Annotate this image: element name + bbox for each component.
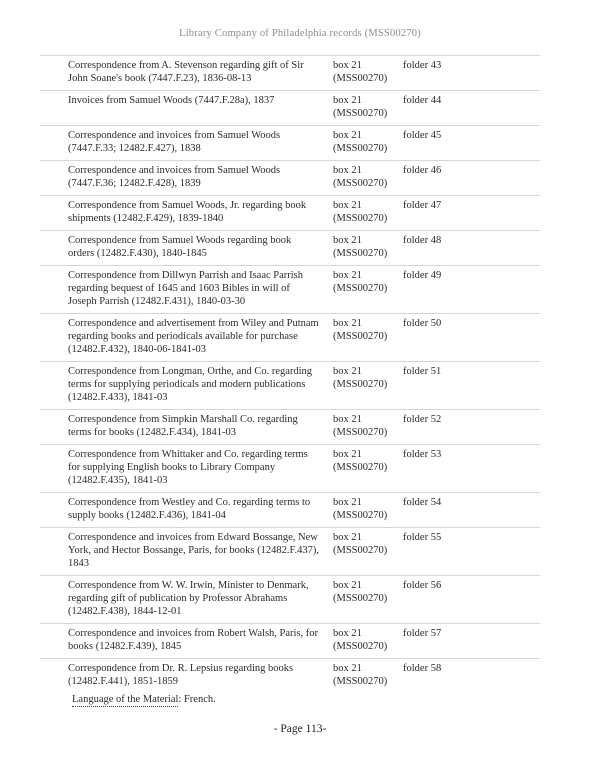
language-note-label: Language of the Material (72, 694, 179, 705)
record-description-cell (40, 314, 333, 362)
record-box-collection: (MSS00270) (333, 462, 388, 473)
record-box-cell (333, 576, 403, 624)
record-box-collection: (MSS00270) (333, 427, 388, 438)
record-box-cell (333, 410, 403, 445)
record-folder: folder 48 (403, 235, 442, 246)
record-box: box 21 (333, 165, 362, 176)
records-table (40, 55, 540, 711)
record-description-cell (40, 576, 333, 624)
record-description-cell (40, 196, 333, 231)
record-box-cell (333, 493, 403, 528)
record-description: Correspondence and invoices from Samuel Woods (7447.F.33; 12482.F.427), 1838 (68, 130, 281, 154)
record-box-cell (333, 266, 403, 314)
record-box: box 21 (333, 414, 362, 425)
record-description-cell (40, 161, 333, 196)
record-description: Correspondence from Dr. R. Lepsius regarding books (12482.F.441), 1851-1859 (68, 663, 294, 687)
record-description: Correspondence from A. Stevenson regarding gift of Sir John Soane's book (7447.F.23), 1836-08-13 (68, 60, 304, 84)
record-box: box 21 (333, 60, 362, 71)
record-description: Correspondence from Samuel Woods, Jr. regarding book shipments (12482.F.429), 1839-1840 (68, 200, 307, 224)
record-box: box 21 (333, 366, 362, 377)
record-description: Correspondence and advertisement from Wiley and Putnam regarding books and periodicals available for purchase (12482.F.432), 1840-06-1841-03 (68, 318, 319, 355)
record-box-cell (333, 196, 403, 231)
record-description-cell (40, 410, 333, 445)
record-folder: folder 47 (403, 200, 442, 211)
record-description: Correspondence from Longman, Orthe, and Co. regarding terms for supplying periodicals and modern publications (12482.F.433), 1841-03 (68, 366, 313, 403)
record-folder: folder 49 (403, 270, 442, 281)
record-description: Correspondence and invoices from Samuel Woods (7447.F.36; 12482.F.428), 1839 (68, 165, 281, 189)
record-box-collection: (MSS00270) (333, 283, 388, 294)
record-box: box 21 (333, 449, 362, 460)
table-row (40, 659, 540, 712)
page-header-title: Library Company of Philadelphia records (MSS00270) (179, 28, 421, 39)
record-folder: folder 56 (403, 580, 442, 591)
record-box-collection: (MSS00270) (333, 73, 388, 84)
table-row (40, 445, 540, 493)
record-box-cell (333, 445, 403, 493)
record-box-collection: (MSS00270) (333, 178, 388, 189)
record-folder: folder 55 (403, 532, 442, 543)
record-box-cell (333, 362, 403, 410)
record-language-note (72, 693, 319, 706)
table-row (40, 314, 540, 362)
record-description-cell (40, 266, 333, 314)
record-box-cell (333, 56, 403, 91)
record-folder: folder 54 (403, 497, 442, 508)
record-description-cell (40, 56, 333, 91)
record-box-collection: (MSS00270) (333, 676, 388, 687)
record-box-cell (333, 314, 403, 362)
table-row (40, 362, 540, 410)
record-folder: folder 57 (403, 628, 442, 639)
record-box: box 21 (333, 532, 362, 543)
record-box: box 21 (333, 200, 362, 211)
record-folder: folder 53 (403, 449, 442, 460)
table-row (40, 410, 540, 445)
record-box-cell (333, 161, 403, 196)
record-folder: folder 58 (403, 663, 442, 674)
record-box: box 21 (333, 497, 362, 508)
record-folder: folder 46 (403, 165, 442, 176)
record-box-collection: (MSS00270) (333, 331, 388, 342)
table-row (40, 624, 540, 659)
table-row (40, 56, 540, 91)
record-description-cell (40, 659, 333, 712)
table-row (40, 231, 540, 266)
record-box-cell (333, 231, 403, 266)
record-description: Correspondence and invoices from Robert Walsh, Paris, for books (12482.F.439), 1845 (68, 628, 319, 652)
record-description: Correspondence from Simpkin Marshall Co. regarding terms for books (12482.F.434), 1841-03 (68, 414, 298, 438)
record-description: Correspondence from Dillwyn Parrish and Isaac Parrish regarding bequest of 1645 and 1603 Bibles in will of Joseph Parrish (12482.F.431), 1840-03-30 (68, 270, 304, 307)
record-box-collection: (MSS00270) (333, 545, 388, 556)
record-description: Correspondence from Samuel Woods regarding book orders (12482.F.430), 1840-1845 (68, 235, 292, 259)
table-row (40, 161, 540, 196)
record-box: box 21 (333, 270, 362, 281)
record-box-collection: (MSS00270) (333, 379, 388, 390)
record-description-cell (40, 624, 333, 659)
record-folder: folder 43 (403, 60, 442, 71)
record-box: box 21 (333, 318, 362, 329)
record-box: box 21 (333, 130, 362, 141)
record-box-cell (333, 126, 403, 161)
record-description: Correspondence from Westley and Co. regarding terms to supply books (12482.F.436), 1841-04 (68, 497, 311, 521)
record-description-cell (40, 126, 333, 161)
record-box-cell (333, 91, 403, 126)
record-folder: folder 50 (403, 318, 442, 329)
record-description-cell (40, 362, 333, 410)
record-box: box 21 (333, 235, 362, 246)
record-description-cell (40, 91, 333, 126)
record-description-cell (40, 231, 333, 266)
table-row (40, 91, 540, 126)
record-description: Correspondence and invoices from Edward Bossange, New York, and Hector Bossange, Paris, for books (12482.F.437), 1843 (68, 532, 319, 569)
table-row (40, 266, 540, 314)
record-box-cell (333, 659, 403, 712)
record-box-cell (333, 624, 403, 659)
record-box-collection: (MSS00270) (333, 108, 388, 119)
record-box-collection: (MSS00270) (333, 213, 388, 224)
table-row (40, 528, 540, 576)
record-box-cell (333, 528, 403, 576)
record-description: Correspondence from Whittaker and Co. regarding terms for supplying English books to Library Company (12482.F.435), 1841-03 (68, 449, 308, 486)
record-box: box 21 (333, 95, 362, 106)
record-box: box 21 (333, 628, 362, 639)
table-row (40, 576, 540, 624)
record-description-cell (40, 528, 333, 576)
record-description-cell (40, 493, 333, 528)
record-box-collection: (MSS00270) (333, 593, 388, 604)
table-row (40, 493, 540, 528)
table-row (40, 126, 540, 161)
record-box: box 21 (333, 663, 362, 674)
record-description: Correspondence from W. W. Irwin, Minister to Denmark, regarding gift of publication by Professor Abrahams (12482.F.438), 1844-12-01 (68, 580, 309, 617)
record-box-collection: (MSS00270) (333, 641, 388, 652)
record-folder: folder 51 (403, 366, 442, 377)
record-description-cell (40, 445, 333, 493)
record-folder: folder 52 (403, 414, 442, 425)
record-folder: folder 44 (403, 95, 442, 106)
language-note-value: : French. (178, 694, 216, 705)
record-box: box 21 (333, 580, 362, 591)
record-box-collection: (MSS00270) (333, 510, 388, 521)
records-table-body (40, 56, 540, 712)
record-box-collection: (MSS00270) (333, 248, 388, 259)
page-number: - Page 113- (273, 723, 327, 735)
table-row (40, 196, 540, 231)
record-folder: folder 45 (403, 130, 442, 141)
record-description: Invoices from Samuel Woods (7447.F.28a), 1837 (68, 95, 275, 106)
record-box-collection: (MSS00270) (333, 143, 388, 154)
